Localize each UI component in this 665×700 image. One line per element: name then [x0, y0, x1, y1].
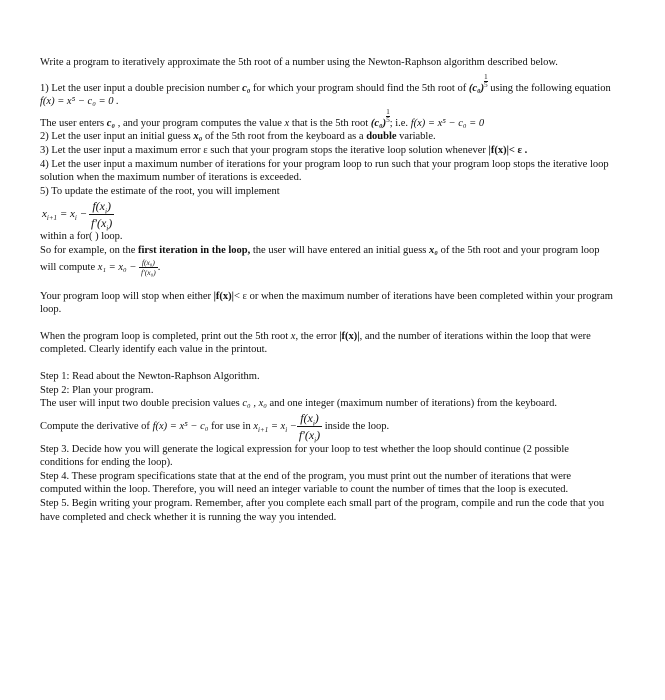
- equation-1: f(x) = x⁵ − c₀ = 0 .: [40, 96, 119, 108]
- item-3: 3) Let the user input a maximum error ε such that your program stops the iterative loop solution whenever |f(x)|< ε .: [40, 144, 528, 156]
- step-4: Step 4. These program specifications state that at the end of the program, you must print out the number of iterations that were computed within the loop. Therefore, you will need an integer variable to count the number of times that the loop is executed.: [40, 470, 572, 496]
- step-3: Step 3. Decide how you will generate the logical expression for your loop to test whether the loop should continue (2 possible conditions for ending the loop).: [40, 443, 569, 469]
- exponent-fraction: $\frac{1}{5}$: [484, 72, 488, 89]
- item-5: 5) To update the estimate of the root, you will implement: [40, 185, 280, 197]
- within-loop: within a for( ) loop.: [40, 231, 123, 243]
- var-c0: c₀: [242, 82, 251, 94]
- intro-paragraph: Write a program to iteratively approximate the 5th root of a number using the Newton-Raphson algorithm described below.: [40, 57, 558, 68]
- user-enters-line: The user enters c₀ , and your program computes the value x that is the 5th root (c₀) $\frac{1}{5}$ ; i.e. f(x) = x⁵ − c₀ = 0: [40, 107, 485, 129]
- item-1: [40, 74, 615, 96]
- derivative-fraction: $\frac{f(x_i)}{f'(x_i)}$: [298, 411, 321, 445]
- step-5: Step 5. Begin writing your program. Remember, after you complete each small part of the program, compile and run the code that you have completed and check whether it is running the way you intended.: [40, 498, 605, 523]
- newton-raphson-formula: $x_{i+1} = x_i$ − $\frac{f(x_i)}{f'(x_i)}$: [42, 198, 113, 233]
- user-input-line: The user will input two double precision values c₀ , x₀ and one integer (maximum number of iterations) from the keyboard.: [40, 398, 558, 410]
- stop-condition-paragraph: Your program loop will stop when either |f(x)|< ε or when the maximum number of iterations have been completed within your program loop.: [40, 290, 613, 316]
- step-2: Step 2: Plan your program.: [40, 384, 154, 396]
- item-1-text-a: 1) Let the user input a double precision number: [40, 82, 240, 94]
- item-1-text-c: using the following equation: [490, 82, 611, 94]
- document: [40, 56, 615, 524]
- derivative-line: Compute the derivative of f(x) = x⁵ − c₀ for use in $x_{i+1} = x_i$ − $\frac{f(x_i)}{f'(x_i)}$ inside the loop.: [40, 411, 390, 445]
- print-paragraph: When the program loop is completed, print out the 5th root x, the error |f(x)|, and the number of iterations within the loop that were completed. Clearly identify each value in the printout.: [40, 330, 591, 356]
- example-paragraph: So for example, on the first iteration in the loop, the user will have entered an initial guess x₀ of the 5th root and your program loop will compute x₁ = x₀ − $\frac{\text{f(x₀)}}{\text{f′(x₀)}}$ .: [40, 244, 600, 277]
- item-2: 2) Let the user input an initial guess x₀ of the 5th root from the keyboard as a double variable.: [40, 131, 436, 143]
- nr-fraction: $\frac{f(x_i)}{f'(x_i)}$: [91, 198, 113, 233]
- item-1-text-b: for which your program should find the 5th root of: [253, 82, 467, 94]
- item-4: 4) Let the user input a maximum number of iterations for your program loop to run such that your program loop stops the iterative loop solution when the maximum number of iterations is exceeded.: [40, 158, 609, 184]
- step-1: Step 1: Read about the Newton-Raphson Algorithm.: [40, 370, 260, 382]
- c0-paren: (c₀): [468, 82, 485, 94]
- example-fraction: $\frac{\text{f(x₀)}}{\text{f′(x₀)}}$: [141, 257, 156, 277]
